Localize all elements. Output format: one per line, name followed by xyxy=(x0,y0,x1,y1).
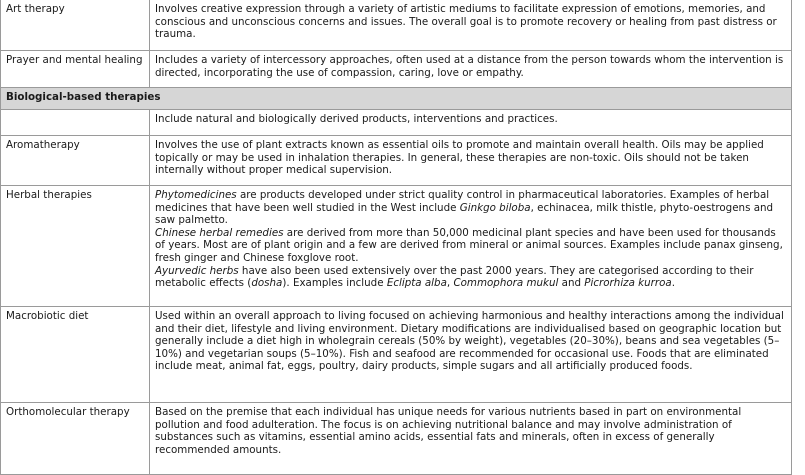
herbal-text: . xyxy=(671,277,676,290)
section-intro: Include natural and biologically derived products, interventions and practices. xyxy=(155,113,558,125)
therapy-name: Macrobiotic diet xyxy=(1,307,150,402)
herbal-text: ). Examples include xyxy=(282,277,387,290)
therapy-description: Includes a variety of intercessory approaches, often used at a distance from the person towards whom the intervention is directed, incorporating the use of compassion, caring, love or empathy. xyxy=(155,54,784,79)
therapy-description xyxy=(150,186,791,306)
herbal-text: , echinacea, milk thistle, phyto-oestrogens and saw palmetto. xyxy=(155,201,774,227)
table-row xyxy=(1,403,791,475)
herbal-text: and xyxy=(558,277,585,290)
section-heading: Biological-based therapies xyxy=(1,88,791,110)
therapy-description: Involves the use of plant extracts known as essential oils to promote and maintain overall health. Oils may be applied topically or may be used in inhalation therapies. In general, these therapies are non-toxic. Oils should not be taken internally without proper medical supervision. xyxy=(155,139,764,177)
herbal-term: Ayurvedic herbs xyxy=(155,264,239,277)
herbal-species: Commophora mukul xyxy=(453,277,559,290)
herbal-term: Chinese herbal remedies xyxy=(155,226,284,239)
herbal-species: dosha xyxy=(251,277,283,290)
herbal-species: Picrorhiza kurroa xyxy=(584,277,672,290)
therapy-name: Prayer and mental healing xyxy=(1,51,150,87)
table-row xyxy=(1,110,791,136)
therapy-name: Art therapy xyxy=(1,0,150,50)
herbal-paragraph xyxy=(155,265,787,290)
herbal-text: are products developed under strict quality control in pharmaceutical laboratories. Examples of herbal medicines that have been well studied in the West include xyxy=(155,189,770,214)
herbal-species: Ginkgo biloba xyxy=(459,201,531,214)
table-row xyxy=(1,186,791,307)
therapy-description: Based on the premise that each individual has unique needs for various nutrients based in part on environmental pollution and food adulteration. The focus is on achieving nutritional balance and may involve administration of substances such as vitamins, essential amino acids, essential fats and minerals, often in excess of generally recommended amounts. xyxy=(155,406,742,456)
table-row xyxy=(1,51,791,88)
herbal-term: Phytomedicines xyxy=(155,189,237,201)
therapy-description: Used within an overall approach to living focused on achieving harmonious and healthy interactions among the individual and their diet, lifestyle and living environment. Dietary modifications are individualised based on geographic location but generally include a diet high in wholegrain cereals (50% by weight), vegetables (20–30%), beans and sea vegetables (5–10%) and vegetarian soups (5–10%). Fish and seafood are recommended for occasional use. Foods that are eliminated include meat, animal fat, eggs, poultry, dairy products, simple sugars and all artificially produced foods. xyxy=(155,310,784,373)
herbal-paragraph xyxy=(155,227,787,265)
table-row xyxy=(1,136,791,186)
therapy-name xyxy=(1,110,150,135)
therapy-name: Aromatherapy xyxy=(1,136,150,185)
herbal-text: are derived from more than 50,000 medicinal plant species and have been used for thousands of years. Most are of plant origin and a few are derived from mineral or animal sources. Examples include panax ginseng, fresh ginger and Chinese foxglove root. xyxy=(155,226,783,264)
herbal-text: have also been used extensively over the past 2000 years. They are categorised according to their metabolic effects ( xyxy=(155,264,754,290)
table-row xyxy=(1,0,791,51)
herbal-paragraph xyxy=(155,189,787,227)
herbal-text: , xyxy=(446,277,454,290)
therapy-name: Herbal therapies xyxy=(1,186,150,306)
therapy-name: Orthomolecular therapy xyxy=(1,403,150,474)
herbal-species: Eclipta alba xyxy=(386,277,447,290)
table-row xyxy=(1,307,791,403)
therapy-description: Involves creative expression through a variety of artistic mediums to facilitate expression of emotions, memories, and conscious and unconscious concerns and issues. The overall goal is to promote recovery or healing from past distress or trauma. xyxy=(155,3,777,41)
